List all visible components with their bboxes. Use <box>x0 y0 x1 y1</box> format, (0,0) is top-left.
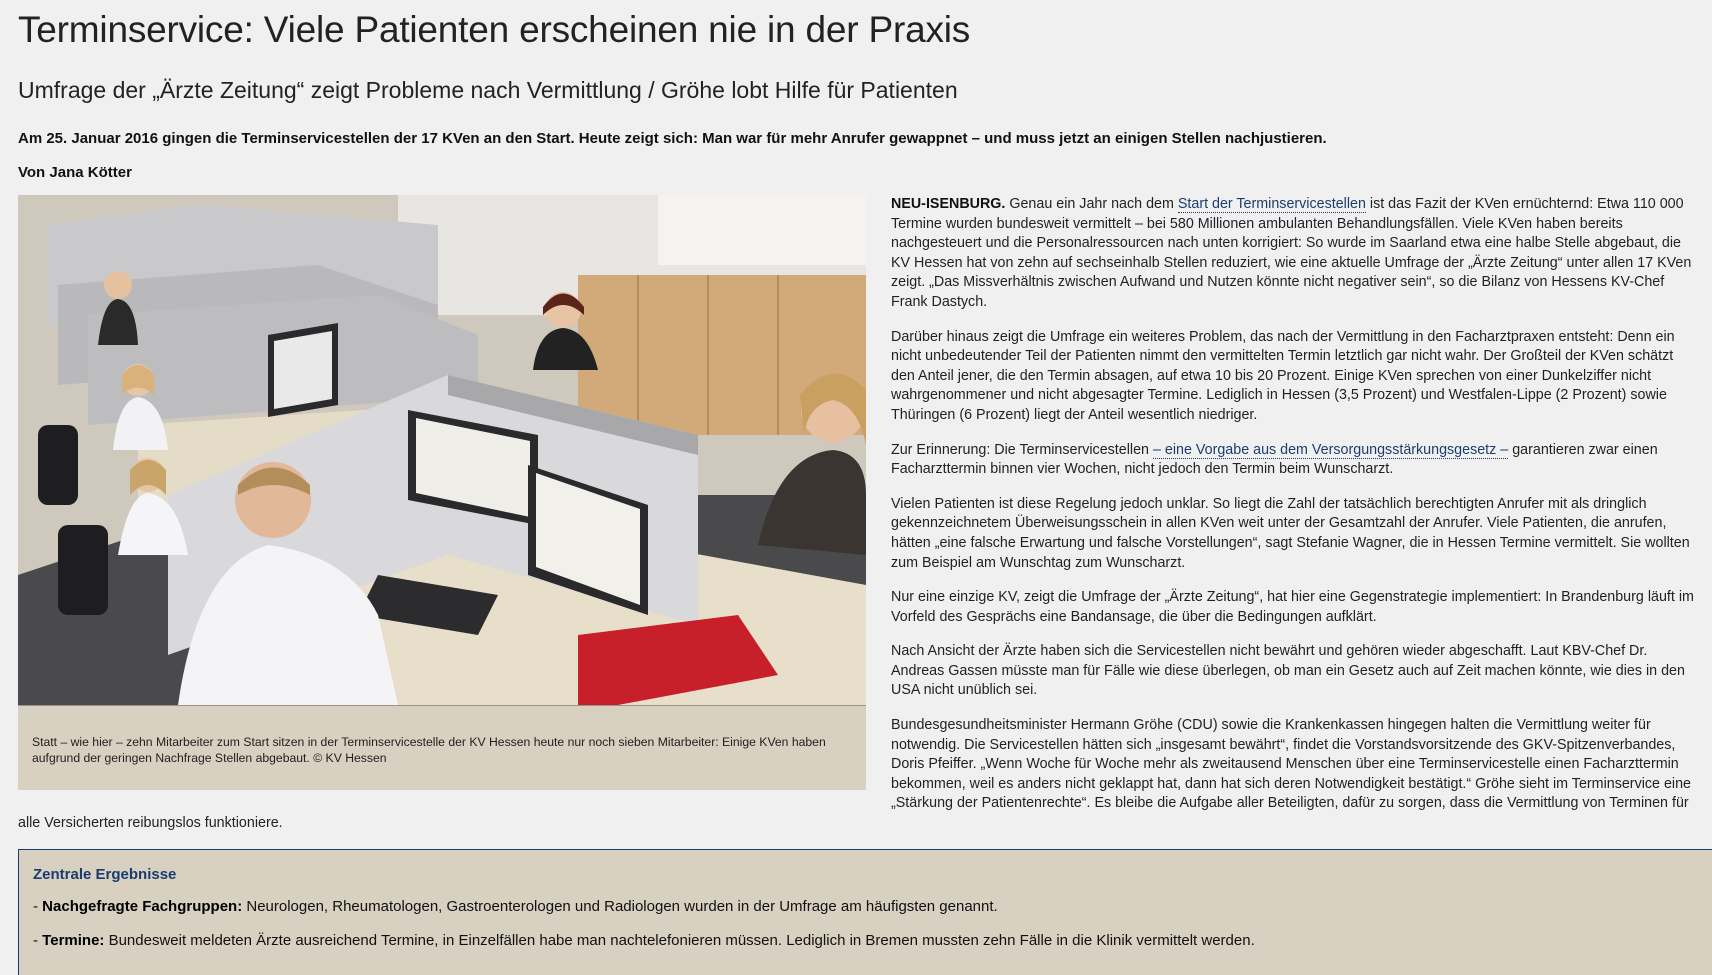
paragraph-1: NEU-ISENBURG. Genau ein Jahr nach dem Start der Terminservicestellen ist das Fazit der KVen ernüchternd: Etwa 110 000 Termine wurden bundesweit vermittelt – bei 580 Millionen ambulanten Behandlungsfällen. Viele KVen haben bereits nachgesteuert und die Personalressourcen nach unten korrigiert: So wurde im Saarland etwa eine halbe Stelle abgebaut, die KV Hessen hat von zehn auf sechseinhalb Stellen reduziert, wie eine aktuelle Umfrage der „Ärzte Zeitung“ unter allen 17 KVen zeigt. „Das Missverhältnis zwischen Aufwand und Nutzen könnte nicht negativer sein“, so die Bilanz von Hessens KV-Chef Frank Dastych. <box>891 196 1692 310</box>
paragraph-2: Darüber hinaus zeigt die Umfrage ein weiteres Problem, das nach der Vermittlung in den Facharztpraxen entsteht: Denn ein nicht unbedeutender Teil der Patienten nimmt den vermittelten Termin letztlich gar nicht wahr. Der Großteil der KVen schätzt den Anteil jener, die den Termin absagen, auf etwa 10 bis 20 Prozent. Einige KVen sprechen von einer Dunkelziffer nicht wahrgenommener und nicht abgesagter Termine. Lediglich in Hessen (3,5 Prozent) und Westfalen-Lippe (2 Prozent) sowie Thüringen (6 Prozent) liegt der Anteil wesentlich niedriger. <box>891 328 1675 423</box>
call-center-photo <box>18 195 866 705</box>
link-start-terminservicestellen[interactable]: Start der Terminservicestellen <box>1177 196 1366 212</box>
key-result-item: - Termine: Bundesweit meldeten Ärzte ausreichend Termine, in Einzelfällen habe man nachtelefonieren müssen. Lediglich in Bremen mussten zehn Fälle in die Klinik vermittelt werden. <box>33 931 1255 949</box>
photo-caption: Statt – wie hier – zehn Mitarbeiter zum Start sitzen in der Terminservicestelle der KV Hessen heute nur noch sieben Mitarbeiter: Einige KVen haben aufgrund der geringen Nachfrage Stellen abgebaut. © KV Hessen <box>18 705 866 790</box>
key-results-title: Zentrale Ergebnisse <box>33 865 177 883</box>
link-versorgungsstaerkungsgesetz[interactable]: – eine Vorgabe aus dem Versorgungsstärkungsgesetz – <box>1152 441 1509 458</box>
article-title: Terminservice: Viele Patienten erscheinen nie in der Praxis <box>18 9 971 50</box>
paragraph-4: Vielen Patienten ist diese Regelung jedoch unklar. So liegt die Zahl der tatsächlich berechtigten Anrufer mit als dringlich gekennzeichnetem Überweisungsschein in allen KVen weit unter der Gesamtzahl der Anrufer. Viele Patienten, die anrufen, hätten „eine falsche Erwartung und falsche Vorstellungen“, sagt Stefanie Wagner, die in Hessen Termine vermittelt. Sie wollten zum Beispiel am Wunschtag zum Wunscharzt. <box>891 495 1690 571</box>
article-lead: Am 25. Januar 2016 gingen die Terminservicestellen der 17 KVen an den Start. Heute zeigt sich: Man war für mehr Anrufer gewappnet – und muss jetzt an einigen Stellen nachjustieren. <box>18 130 1327 147</box>
paragraph-6: Nach Ansicht der Ärzte haben sich die Servicestellen nicht bewährt und gehören wieder abgeschafft. Laut KBV-Chef Dr. Andreas Gassen müsste man für Fälle wie diese überlegen, ob man ein Gesetz auch auf Zeit machen könnte, wie dies in den USA nicht unüblich sei. <box>891 643 1685 699</box>
key-results-box <box>18 849 1712 975</box>
article-subtitle: Umfrage der „Ärzte Zeitung“ zeigt Probleme nach Vermittlung / Gröhe lobt Hilfe für Patienten <box>18 77 958 103</box>
paragraph-5: Nur eine einzige KV, zeigt die Umfrage der „Ärzte Zeitung“, hat hier eine Gegenstrategie implementiert: In Brandenburg läuft im Vorfeld des Gesprächs eine Bandansage, die über die Bedingungen aufklärt. <box>891 589 1694 625</box>
article-figure <box>18 195 866 790</box>
paragraph-7: Bundesgesundheitsminister Hermann Gröhe (CDU) sowie die Krankenkassen hingegen halten die Vermittlung weiter für notwendig. Die Servicestellen hätten sich „insgesamt bewährt“, findet die Vorstandsvorsitzende des GKV-Spitzenverbandes, Doris Pfeiffer. „Wenn Woche für Woche mehr als zweitausend Menschen über eine Terminservicestelle einen Facharzttermin bekommen, weil es anders nicht geklappt hat, dann hat sich deren Notwendigkeit bestätigt.“ Gröhe sieht im Terminservice eine „Stärkung der Patientenrechte“. Es bleibe die Aufgabe aller Beteiligten, dafür zu sorgen, dass die Vermittlung von Terminen für alle Versicherten reibungslos funktioniere. <box>18 717 1691 832</box>
key-result-item: - Nachgefragte Fachgruppen: Neurologen, Rheumatologen, Gastroenterologen und Radiologen wurden in der Umfrage am häufigsten genannt. <box>33 897 998 915</box>
article-content <box>18 195 1694 975</box>
paragraph-3: Zur Erinnerung: Die Terminservicestellen – eine Vorgabe aus dem Versorgungsstärkungsgesetz – garantieren zwar einen Facharzttermin binnen vier Wochen, nicht jedoch den Termin beim Wunscharzt. <box>891 441 1658 478</box>
article-author: Von Jana Kötter <box>18 164 132 181</box>
dateline: NEU-ISENBURG. <box>891 196 1006 212</box>
